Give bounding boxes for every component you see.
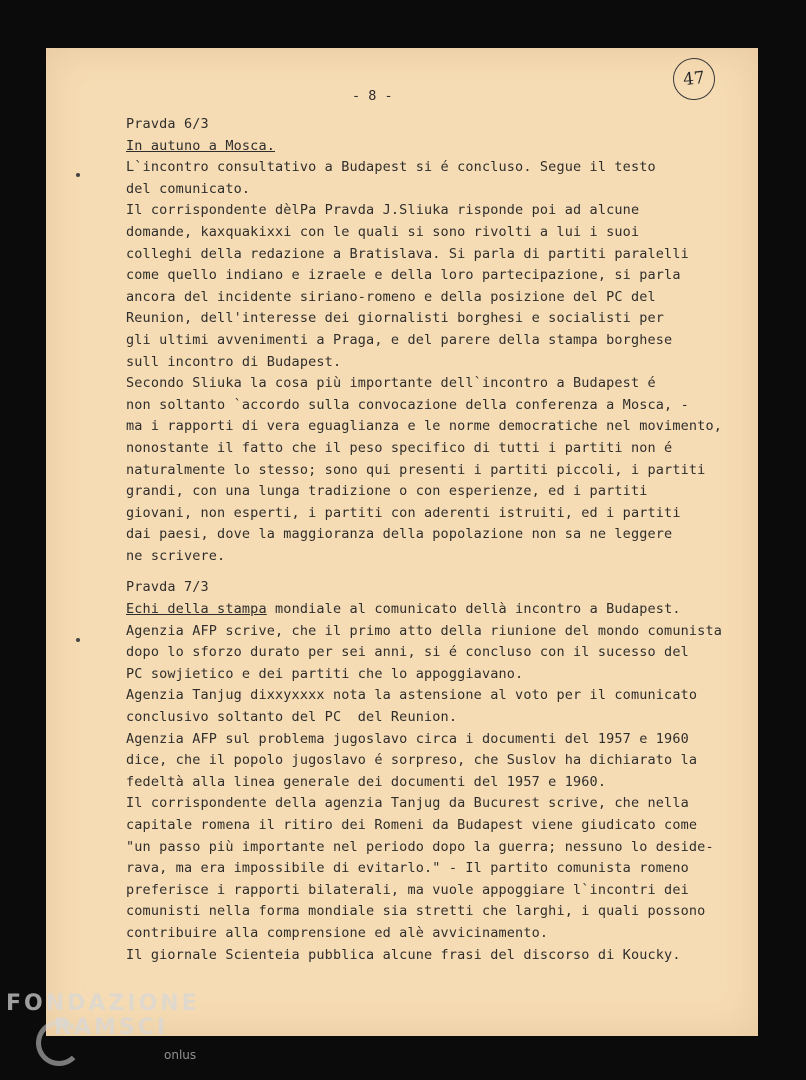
text-line: preferisce i rapporti bilaterali, ma vuole appoggiare l`incontri dei — [126, 881, 689, 898]
text-line: PC sowjietico e dei partiti che lo appoggiavano. — [126, 665, 524, 682]
text-line: come quello indiano e izraele e della loro partecipazione, si parla — [126, 267, 681, 284]
text-line: ancora del incidente siriano-romeno e della posizione del PC del — [126, 288, 656, 305]
text-line: naturalmente lo stesso; sono qui presenti i partiti piccoli, i partiti — [126, 461, 706, 478]
text-line: comunisti nella forma mondiale sia stretti che larghi, i quali possono — [126, 903, 706, 920]
text-line: non soltanto `accordo sulla convocazione della conferenza a Mosca, - — [126, 396, 689, 413]
text-line — [126, 599, 766, 621]
text-rest: mondiale al comunicato dellà incontro a Budapest. — [266, 601, 681, 618]
paragraph-gap — [126, 567, 766, 577]
archive-number: 47 — [682, 67, 706, 91]
text-line: fedeltà alla linea generale dei documenti del 1957 e 1960. — [126, 773, 607, 790]
text-line: Agenzia Tanjug dixxyxxxx nota la astensione al voto per il comunicato — [126, 687, 698, 704]
margin-mark — [76, 173, 80, 177]
text-line: Pravda 7/3 — [126, 579, 209, 596]
text-line: L`incontro consultativo a Budapest si é concluso. Segue il testo — [126, 159, 656, 176]
text-line: Secondo Sliuka la cosa più importante dell`incontro a Budapest é — [126, 375, 656, 392]
text-line: Pravda 6/3 — [126, 116, 209, 132]
watermark-line1: FONDAZIONE — [6, 991, 200, 1016]
watermark-onlus: onlus — [164, 1048, 197, 1062]
text-line: Agenzia AFP scrive, che il primo atto della riunione del mondo comunista — [126, 622, 722, 639]
watermark-g-icon — [36, 1020, 82, 1066]
text-line: del comunicato. — [126, 180, 251, 197]
watermark-logo — [6, 991, 200, 1062]
text-line: Il corrispondente della agenzia Tanjug da Bucurest scrive, che nella — [126, 795, 689, 812]
text-line: "un passo più importante nel periodo dopo la guerra; nessuno lo deside- — [126, 838, 714, 855]
margin-mark — [76, 638, 80, 642]
text-line: dai paesi, dove la maggioranza della popolazione non sa ne leggere — [126, 526, 673, 543]
underlined-text: Echi della stampa — [126, 601, 267, 618]
text-line: gli ultimi avvenimenti a Praga, e del parere della stampa borghese — [126, 331, 673, 348]
text-line: rava, ma era impossibile di evitarlo." - Il partito comunista romeno — [126, 860, 689, 877]
text-line: In autuno a Mosca. — [126, 137, 275, 154]
text-line: Agenzia AFP sul problema jugoslavo circa i documenti del 1957 e 1960 — [126, 730, 689, 747]
text-line: dopo lo sforzo durato per sei anni, si é concluso con il sucesso del — [126, 644, 689, 661]
text-line: Reunion, dell'interesse dei giornalisti borghesi e socialisti per — [126, 310, 665, 327]
text-line: ne scrivere. — [126, 547, 226, 564]
text-line: sull incontro di Budapest. — [126, 353, 342, 370]
text-line: colleghi della redazione a Bratislava. Si parla di partiti paralelli — [126, 245, 689, 262]
text-line: capitale romena il ritiro dei Romeni da Budapest viene giudicato come — [126, 817, 698, 833]
text-line: grandi, con una lunga tradizione o con esperienze, ed i partiti — [126, 483, 648, 500]
text-line: domande, kaxquakixxi con le quali si sono rivolti a lui i suoi — [126, 223, 640, 240]
text-line: ma i rapporti di vera eguaglianza e le norme democratiche nel movimento, — [126, 418, 722, 435]
typed-text — [126, 114, 766, 966]
text-line: conclusivo soltanto del PC del Reunion. — [126, 709, 458, 726]
text-line: giovani, non esperti, i partiti con aderenti istruiti, ed i partiti — [126, 504, 681, 521]
text-line: Il corrispondente dèlPa Pravda J.Sliuka risponde poi ad alcune — [126, 202, 640, 219]
text-line: Il giornale Scienteia pubblica alcune frasi del discorso di Koucky. — [126, 946, 681, 963]
page-number: - 8 - — [352, 88, 393, 104]
text-line: dice, che il popolo jugoslavo é sorpreso, che Suslov ha dichiarato la — [126, 752, 698, 769]
watermark-line2: RAMSCI — [54, 1015, 169, 1040]
text-line: nonostante il fatto che il peso specifico di tutti i partiti non é — [126, 439, 673, 456]
text-line: contribuire alla comprensione ed alè avvicinamento. — [126, 924, 549, 941]
